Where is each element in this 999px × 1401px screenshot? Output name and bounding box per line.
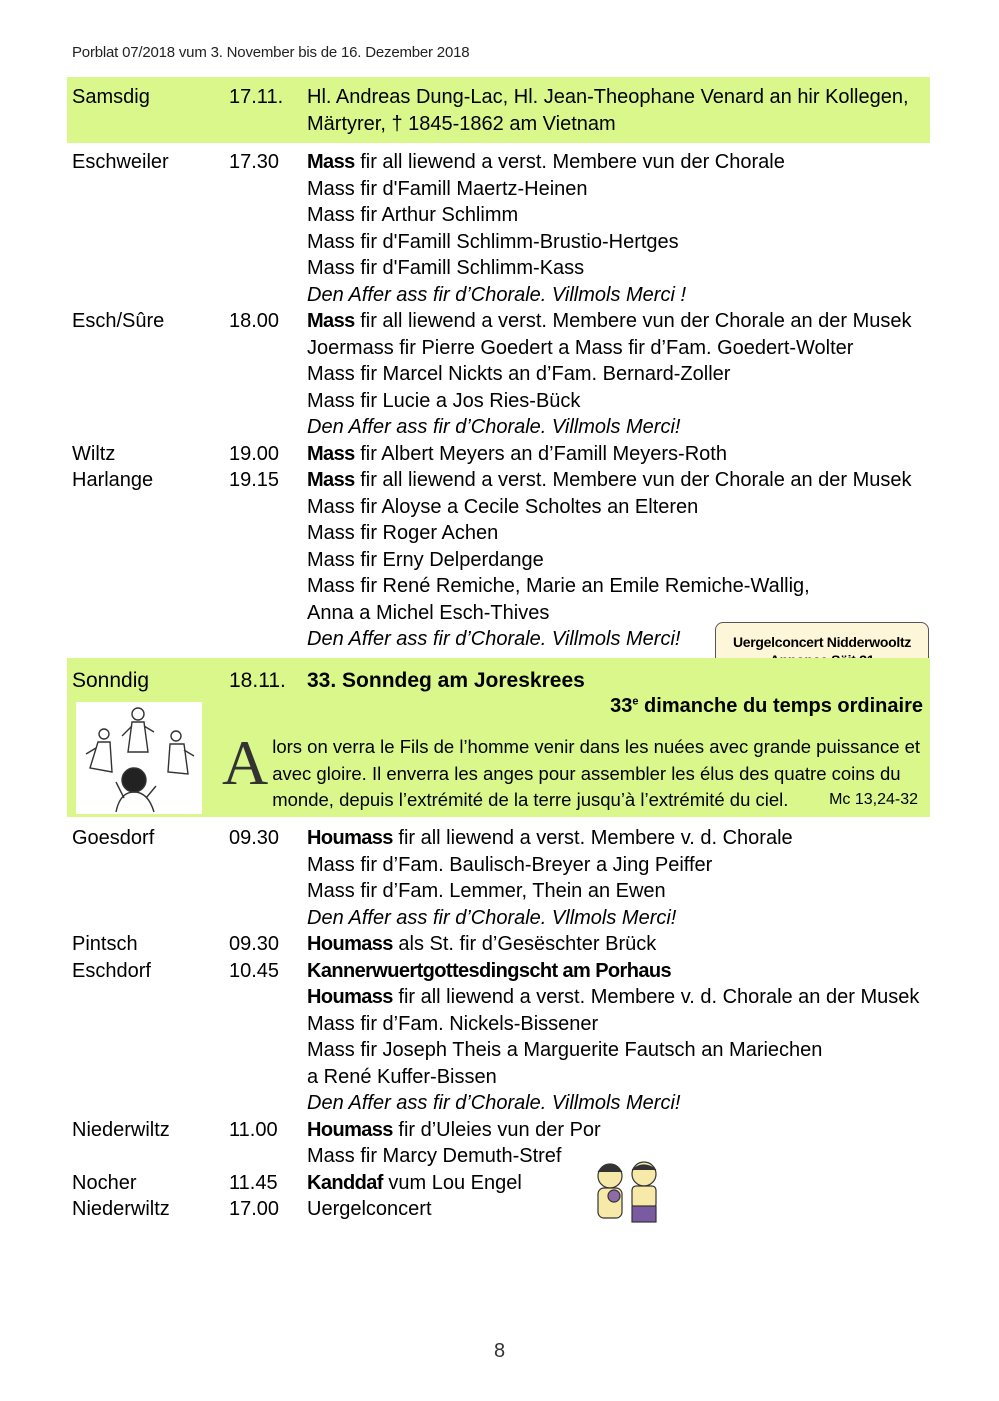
saints-line: Märtyrer, † 1845-1862 am Vietnam — [307, 113, 616, 135]
schedule-row — [0, 388, 999, 415]
time-label: 19.15 — [229, 469, 280, 491]
service-type: Mass — [307, 310, 355, 332]
mass-text — [307, 825, 793, 852]
intention-text: fir all liewend a verst. Membere v. d. Chorale — [392, 827, 793, 849]
gospel-reference: Mc 13,24-32 — [829, 791, 918, 808]
mass-text — [307, 149, 785, 176]
schedule-row — [0, 361, 999, 388]
mass-text — [307, 931, 656, 958]
children-illustration — [590, 1158, 666, 1226]
schedule-row — [0, 202, 999, 229]
intention-text: Mass fir Arthur Schlimm — [307, 204, 519, 226]
intention-text: a René Kuffer-Bissen — [307, 1065, 497, 1088]
mass-text — [307, 1143, 561, 1170]
schedule-row — [0, 1011, 999, 1038]
offering-note: Den Affer ass fir d’Chorale. Vllmols Merci! — [307, 906, 677, 929]
service-type: Houmass — [307, 933, 393, 955]
mass-text — [307, 852, 712, 879]
schedule-row — [0, 1170, 999, 1197]
intention-text: Mass fir René Remiche, Marie an Emile Remiche-Wallig, — [307, 575, 810, 597]
mass-text — [307, 361, 730, 388]
schedule-row — [0, 1090, 999, 1117]
mass-text — [307, 547, 544, 574]
gospel-illustration — [76, 702, 202, 814]
service-type: Kanddaf — [307, 1171, 383, 1194]
schedule-row — [0, 547, 999, 574]
schedule-row — [0, 825, 999, 852]
location-label: Wiltz — [72, 442, 116, 465]
mass-text — [307, 600, 549, 627]
service-type: Mass — [307, 469, 355, 491]
schedule-row — [0, 573, 999, 600]
intention-text: Mass fir d'Famill Maertz-Heinen — [307, 177, 588, 200]
mass-text — [307, 1196, 432, 1223]
mass-text — [307, 176, 588, 203]
mass-text — [307, 878, 666, 905]
location-label: Harlange — [72, 469, 154, 491]
mass-text — [307, 255, 584, 282]
schedule-row — [0, 520, 999, 547]
intention-text: als St. fir d’Gesëschter Brück — [392, 933, 657, 955]
intention-text: Uergelconcert — [307, 1198, 432, 1220]
location-label: Pintsch — [72, 933, 138, 955]
mass-text — [307, 905, 676, 932]
offering-note: Den Affer ass fir d’Chorale. Villmols Merci! — [307, 416, 681, 438]
intention-text: Mass fir Erny Delperdange — [307, 548, 544, 571]
mass-text — [307, 388, 580, 415]
time-label: 09.30 — [229, 933, 280, 955]
schedule-row — [0, 149, 999, 176]
mass-text — [307, 958, 671, 985]
schedule-row — [0, 984, 999, 1011]
mass-text — [307, 520, 498, 547]
saints-line: Hl. Andreas Dung-Lac, Hl. Jean-Theophane Venard an hir Kollegen, — [307, 86, 909, 108]
offering-note: Den Affer ass fir d’Chorale. Villmols Merci! — [307, 1092, 681, 1114]
intention-text: Mass fir Roger Achen — [307, 522, 499, 544]
intention-text: Joermass fir Pierre Goedert a Mass fir d’Fam. Goedert-Wolter — [307, 336, 854, 359]
intention-text: fir d’Uleies vun der Por — [392, 1118, 601, 1141]
time-label: 09.30 — [229, 827, 280, 849]
intention-text: fir all liewend a verst. Membere v. d. Chorale an der Musek — [392, 986, 920, 1008]
mass-text — [307, 1170, 522, 1197]
schedule-row — [0, 958, 999, 985]
mass-text — [307, 1037, 822, 1064]
intention-text: vum Lou Engel — [382, 1171, 522, 1194]
schedule-row — [0, 282, 999, 309]
schedule-row — [0, 878, 999, 905]
intention-text: fir Albert Meyers an d’Famill Meyers-Roth — [354, 442, 727, 465]
mass-text — [307, 282, 686, 309]
intention-text: Mass fir Aloyse a Cecile Scholtes an Elteren — [307, 495, 699, 518]
day-label: Samsdig — [72, 86, 150, 108]
schedule-row — [0, 494, 999, 521]
schedule-row — [0, 852, 999, 879]
intention-text: fir all liewend a verst. Membere vun der Chorale — [354, 151, 785, 173]
mass-text — [307, 414, 680, 441]
schedule-row — [0, 255, 999, 282]
page-header: Porblat 07/2018 vum 3. November bis de 16. Dezember 2018 — [72, 44, 470, 61]
schedule-row — [0, 467, 999, 494]
location-label: Nocher — [72, 1171, 137, 1194]
service-type: Houmass — [307, 986, 393, 1008]
note-line: Uergelconcert Nidderwooltz — [732, 634, 912, 650]
location-label: Goesdorf — [72, 827, 155, 849]
mass-text — [307, 335, 853, 362]
intention-text: Mass fir d'Famill Schlimm-Brustio-Hertges — [307, 230, 679, 253]
intention-text: fir all liewend a verst. Membere vun der Chorale an der Musek — [354, 310, 912, 332]
schedule-row — [0, 335, 999, 362]
schedule-row — [0, 176, 999, 203]
sunday-title-french: 33e dimanche du temps ordinaire — [610, 695, 923, 717]
schedule-row — [0, 308, 999, 335]
time-label: 11.00 — [229, 1118, 278, 1141]
mass-text — [307, 573, 810, 600]
intention-text: Mass fir Marcy Demuth-Stref — [307, 1145, 562, 1167]
date-label: 17.11. — [229, 86, 284, 108]
drop-cap: A — [222, 727, 269, 798]
gospel-body: lors on verra le Fils de l’homme venir dans les nuées avec grande puissance et avec gloire. Il enverra les anges pour assembler les élus des quatre coins du monde, depuis l’extrémité de la terre jusqu’à l’extrémité du ciel. — [272, 736, 921, 810]
schedule-row — [0, 931, 999, 958]
intention-text: Mass fir d’Fam. Nickels-Bissener — [307, 1012, 599, 1035]
offering-note: Den Affer ass fir d’Chorale. Villmols Merci ! — [307, 283, 687, 306]
mass-text — [307, 308, 912, 335]
intention-text: Mass fir d’Fam. Lemmer, Thein an Ewen — [307, 880, 666, 902]
time-label: 17.30 — [229, 151, 280, 173]
time-label: 10.45 — [229, 959, 280, 982]
intention-text: Mass fir d'Famill Schlimm-Kass — [307, 257, 585, 279]
sunday-title: 33. Sonndeg am Joreskrees — [307, 669, 585, 692]
schedule-row — [0, 1143, 999, 1170]
saturday-header-row-2 — [0, 111, 999, 138]
service-type: Houmass — [307, 1118, 393, 1141]
mass-text — [307, 1064, 497, 1091]
mass-text — [307, 1117, 601, 1144]
schedule-row — [0, 1064, 999, 1091]
mass-text — [307, 202, 518, 229]
intention-text: fir all liewend a verst. Membere vun der Chorale an der Musek — [354, 469, 912, 491]
intention-text: Mass fir Lucie a Jos Ries-Bück — [307, 389, 581, 412]
day-label: Sonndig — [72, 669, 150, 692]
service-type: Houmass — [307, 827, 393, 849]
location-label: Eschweiler — [72, 151, 169, 173]
mass-text — [307, 984, 919, 1011]
schedule-row — [0, 1037, 999, 1064]
mass-text — [307, 229, 679, 256]
schedule-row — [0, 414, 999, 441]
intention-text: Mass fir Marcel Nickts an d’Fam. Bernard-Zoller — [307, 363, 731, 385]
schedule-row — [0, 1196, 999, 1223]
location-label: Esch/Sûre — [72, 310, 165, 332]
service-type: Mass — [307, 151, 355, 173]
intention-text: Mass fir Joseph Theis a Marguerite Fautsch an Mariechen — [307, 1039, 823, 1061]
location-label: Niederwiltz — [72, 1118, 170, 1141]
mass-text — [307, 441, 727, 468]
service-type: Mass — [307, 442, 355, 465]
time-label: 19.00 — [229, 442, 280, 465]
time-label: 17.00 — [229, 1198, 280, 1220]
schedule-row — [0, 1117, 999, 1144]
location-label: Eschdorf — [72, 959, 151, 982]
mass-text — [307, 467, 912, 494]
intention-text: Mass fir d’Fam. Baulisch-Breyer a Jing Peiffer — [307, 853, 713, 876]
mass-text — [307, 494, 698, 521]
mass-text — [307, 1090, 680, 1117]
schedule-row — [0, 905, 999, 932]
date-label: 18.11. — [229, 669, 286, 692]
time-label: 11.45 — [229, 1171, 278, 1194]
service-type: Kannerwuertgottesdingscht am Porhaus — [307, 959, 672, 982]
page-number: 8 — [493, 1340, 506, 1362]
time-label: 18.00 — [229, 310, 280, 332]
mass-text — [307, 1011, 598, 1038]
saturday-header-row — [0, 84, 999, 111]
schedule-row — [0, 229, 999, 256]
gospel-text — [222, 727, 922, 814]
offering-note: Den Affer ass fir d’Chorale. Villmols Merci! — [307, 628, 681, 650]
intention-text: Anna a Michel Esch-Thives — [307, 601, 550, 624]
schedule-row — [0, 441, 999, 468]
mass-text — [307, 626, 680, 653]
location-label: Niederwiltz — [72, 1198, 170, 1220]
